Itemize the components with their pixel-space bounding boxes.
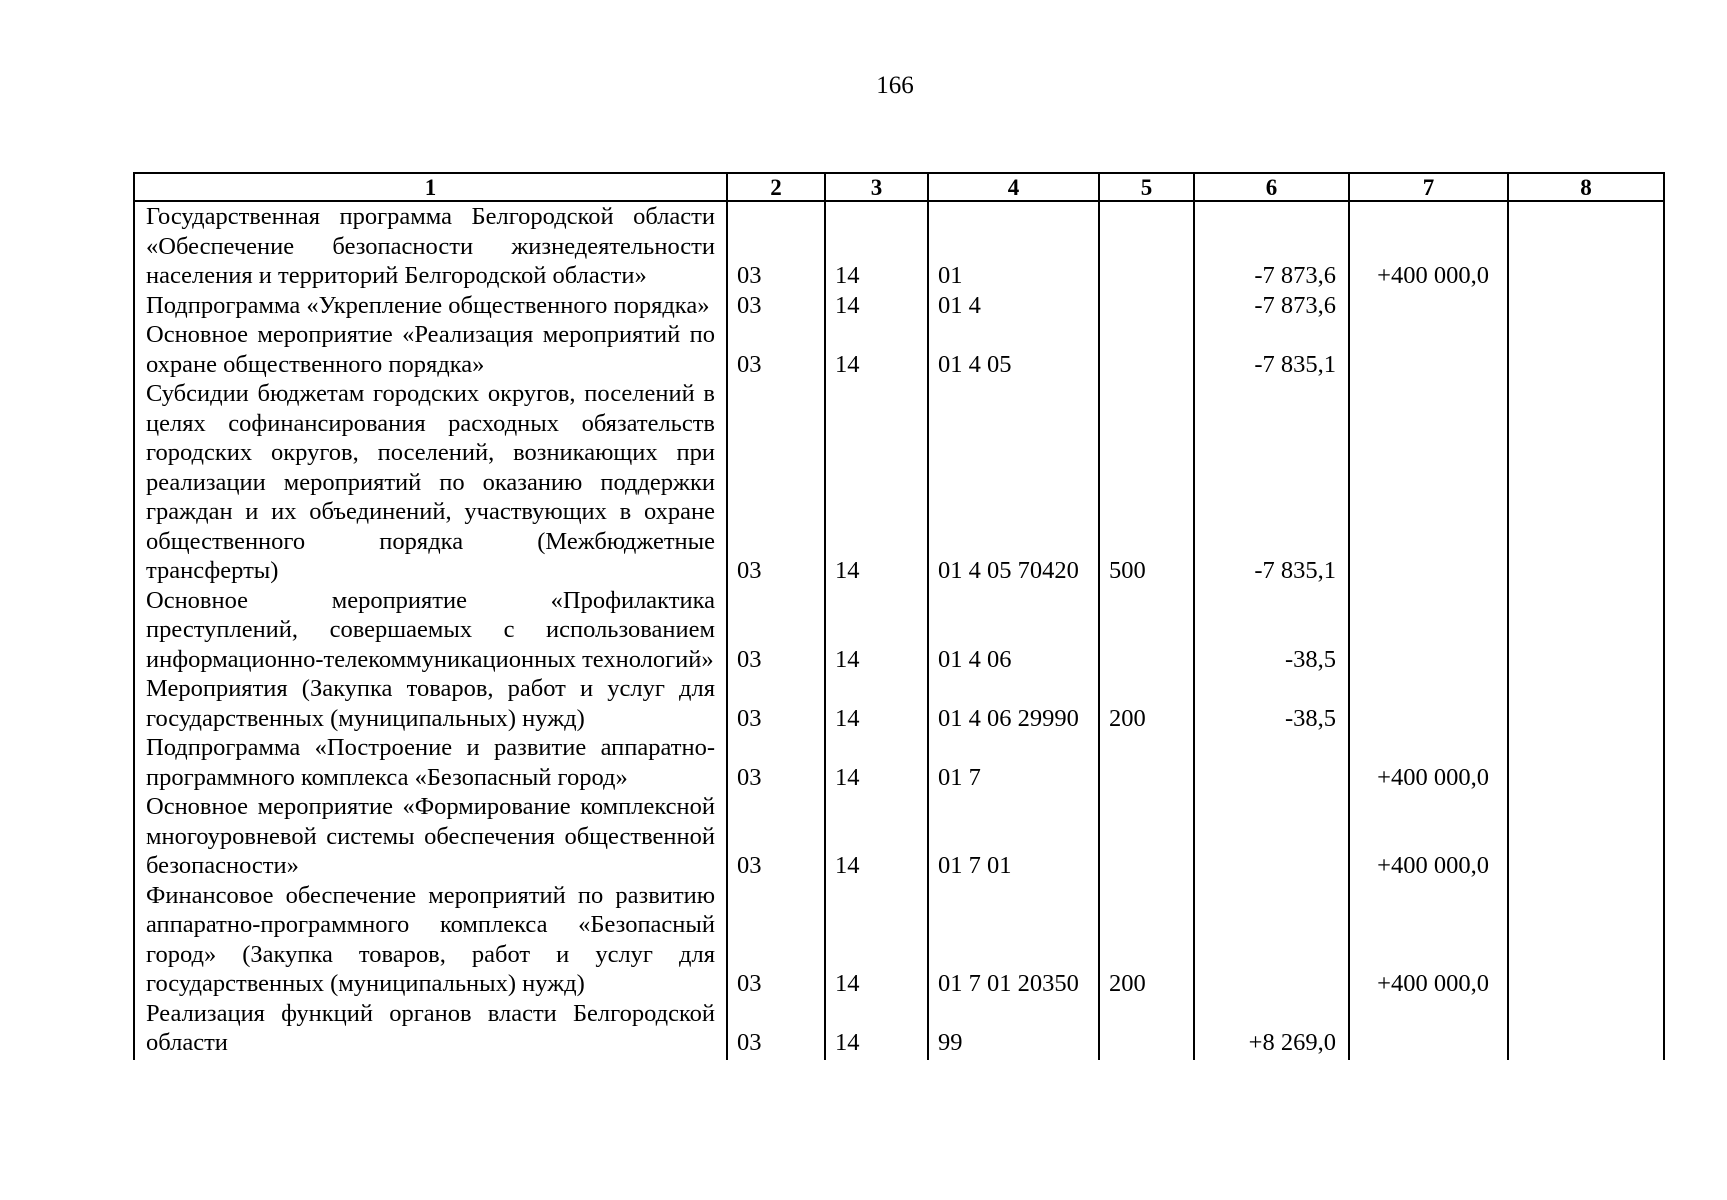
row-name: Финансовое обеспечение мероприятий по развитию аппаратно-программного комплекса «Безопасный город» (Закупка товаров, работ и услуг для государственных (муниципальных) нужд) bbox=[134, 881, 727, 999]
row-expense-type: 200 bbox=[1099, 881, 1194, 999]
header-row bbox=[134, 173, 1664, 201]
row-amount-6 bbox=[1194, 792, 1349, 881]
row-amount-8 bbox=[1508, 792, 1664, 881]
row-name: Основное мероприятие «Формирование комплексной многоуровневой системы обеспечения общественной безопасности» bbox=[134, 792, 727, 881]
row-subsection: 14 bbox=[825, 320, 928, 379]
row-section: 03 bbox=[727, 586, 825, 675]
row-amount-6: -7 835,1 bbox=[1194, 379, 1349, 586]
table-row bbox=[134, 674, 1664, 733]
row-section: 03 bbox=[727, 881, 825, 999]
row-name: Подпрограмма «Построение и развитие аппаратно-программного комплекса «Безопасный город» bbox=[134, 733, 727, 792]
table-row bbox=[134, 586, 1664, 675]
row-subsection: 14 bbox=[825, 881, 928, 999]
row-expense-type bbox=[1099, 586, 1194, 675]
table-row bbox=[134, 379, 1664, 586]
row-name: Государственная программа Белгородской области «Обеспечение безопасности жизнедеятельности населения и территорий Белгородской области» bbox=[134, 201, 727, 291]
row-expense-type bbox=[1099, 320, 1194, 379]
row-target-code: 01 bbox=[928, 201, 1099, 291]
row-amount-7: +400 000,0 bbox=[1349, 733, 1508, 792]
row-amount-8 bbox=[1508, 733, 1664, 792]
row-section: 03 bbox=[727, 792, 825, 881]
table-row bbox=[134, 291, 1664, 321]
table-row bbox=[134, 733, 1664, 792]
row-amount-7: +400 000,0 bbox=[1349, 881, 1508, 999]
row-amount-7 bbox=[1349, 999, 1508, 1060]
row-expense-type bbox=[1099, 291, 1194, 321]
row-subsection: 14 bbox=[825, 674, 928, 733]
row-section: 03 bbox=[727, 291, 825, 321]
row-target-code: 01 4 05 70420 bbox=[928, 379, 1099, 586]
column-header-8: 8 bbox=[1508, 173, 1664, 201]
row-amount-6: -38,5 bbox=[1194, 586, 1349, 675]
row-subsection: 14 bbox=[825, 792, 928, 881]
row-target-code: 01 4 bbox=[928, 291, 1099, 321]
row-section: 03 bbox=[727, 674, 825, 733]
row-name: Реализация функций органов власти Белгородской области bbox=[134, 999, 727, 1060]
row-amount-7: +400 000,0 bbox=[1349, 792, 1508, 881]
row-amount-7 bbox=[1349, 320, 1508, 379]
row-amount-8 bbox=[1508, 379, 1664, 586]
row-subsection: 14 bbox=[825, 586, 928, 675]
row-section: 03 bbox=[727, 320, 825, 379]
row-amount-7 bbox=[1349, 291, 1508, 321]
row-amount-6 bbox=[1194, 881, 1349, 999]
column-header-2: 2 bbox=[727, 173, 825, 201]
row-amount-6: +8 269,0 bbox=[1194, 999, 1349, 1060]
row-name: Основное мероприятие «Профилактика преступлений, совершаемых с использованием информационно-телекоммуникационных технологий» bbox=[134, 586, 727, 675]
page-number: 166 bbox=[876, 72, 914, 99]
row-amount-7 bbox=[1349, 674, 1508, 733]
column-header-4: 4 bbox=[928, 173, 1099, 201]
row-expense-type bbox=[1099, 201, 1194, 291]
table-row bbox=[134, 792, 1664, 881]
row-amount-6: -7 835,1 bbox=[1194, 320, 1349, 379]
row-amount-8 bbox=[1508, 586, 1664, 675]
row-section: 03 bbox=[727, 201, 825, 291]
column-header-7: 7 bbox=[1349, 173, 1508, 201]
row-amount-7: +400 000,0 bbox=[1349, 201, 1508, 291]
row-amount-8 bbox=[1508, 999, 1664, 1060]
row-section: 03 bbox=[727, 733, 825, 792]
row-target-code: 01 4 05 bbox=[928, 320, 1099, 379]
row-target-code: 01 7 01 20350 bbox=[928, 881, 1099, 999]
column-header-5: 5 bbox=[1099, 173, 1194, 201]
row-amount-8 bbox=[1508, 201, 1664, 291]
row-target-code: 01 4 06 29990 bbox=[928, 674, 1099, 733]
budget-table bbox=[133, 172, 1665, 1060]
row-amount-8 bbox=[1508, 291, 1664, 321]
row-amount-6 bbox=[1194, 733, 1349, 792]
table-row bbox=[134, 320, 1664, 379]
table-row bbox=[134, 201, 1664, 291]
row-target-code: 01 7 01 bbox=[928, 792, 1099, 881]
row-amount-6: -7 873,6 bbox=[1194, 291, 1349, 321]
row-name: Мероприятия (Закупка товаров, работ и услуг для государственных (муниципальных) нужд) bbox=[134, 674, 727, 733]
row-subsection: 14 bbox=[825, 733, 928, 792]
row-amount-8 bbox=[1508, 320, 1664, 379]
row-expense-type: 200 bbox=[1099, 674, 1194, 733]
table-row bbox=[134, 999, 1664, 1060]
row-section: 03 bbox=[727, 999, 825, 1060]
row-subsection: 14 bbox=[825, 201, 928, 291]
row-name: Субсидии бюджетам городских округов, поселений в целях софинансирования расходных обязательств городских округов, поселений, возникающих при реализации мероприятий по оказанию поддержки граждан и их объединений, участвующих в охране общественного порядка (Межбюджетные трансферты) bbox=[134, 379, 727, 586]
column-header-3: 3 bbox=[825, 173, 928, 201]
row-expense-type bbox=[1099, 999, 1194, 1060]
row-expense-type bbox=[1099, 792, 1194, 881]
row-expense-type: 500 bbox=[1099, 379, 1194, 586]
row-name: Основное мероприятие «Реализация мероприятий по охране общественного порядка» bbox=[134, 320, 727, 379]
row-subsection: 14 bbox=[825, 291, 928, 321]
row-section: 03 bbox=[727, 379, 825, 586]
row-target-code: 01 7 bbox=[928, 733, 1099, 792]
row-subsection: 14 bbox=[825, 379, 928, 586]
row-amount-7 bbox=[1349, 379, 1508, 586]
row-amount-8 bbox=[1508, 674, 1664, 733]
row-amount-6: -38,5 bbox=[1194, 674, 1349, 733]
row-name: Подпрограмма «Укрепление общественного порядка» bbox=[134, 291, 727, 321]
row-amount-7 bbox=[1349, 586, 1508, 675]
row-expense-type bbox=[1099, 733, 1194, 792]
column-header-6: 6 bbox=[1194, 173, 1349, 201]
row-target-code: 99 bbox=[928, 999, 1099, 1060]
row-amount-8 bbox=[1508, 881, 1664, 999]
row-subsection: 14 bbox=[825, 999, 928, 1060]
table-row bbox=[134, 881, 1664, 999]
row-target-code: 01 4 06 bbox=[928, 586, 1099, 675]
row-amount-6: -7 873,6 bbox=[1194, 201, 1349, 291]
column-header-1: 1 bbox=[134, 173, 727, 201]
